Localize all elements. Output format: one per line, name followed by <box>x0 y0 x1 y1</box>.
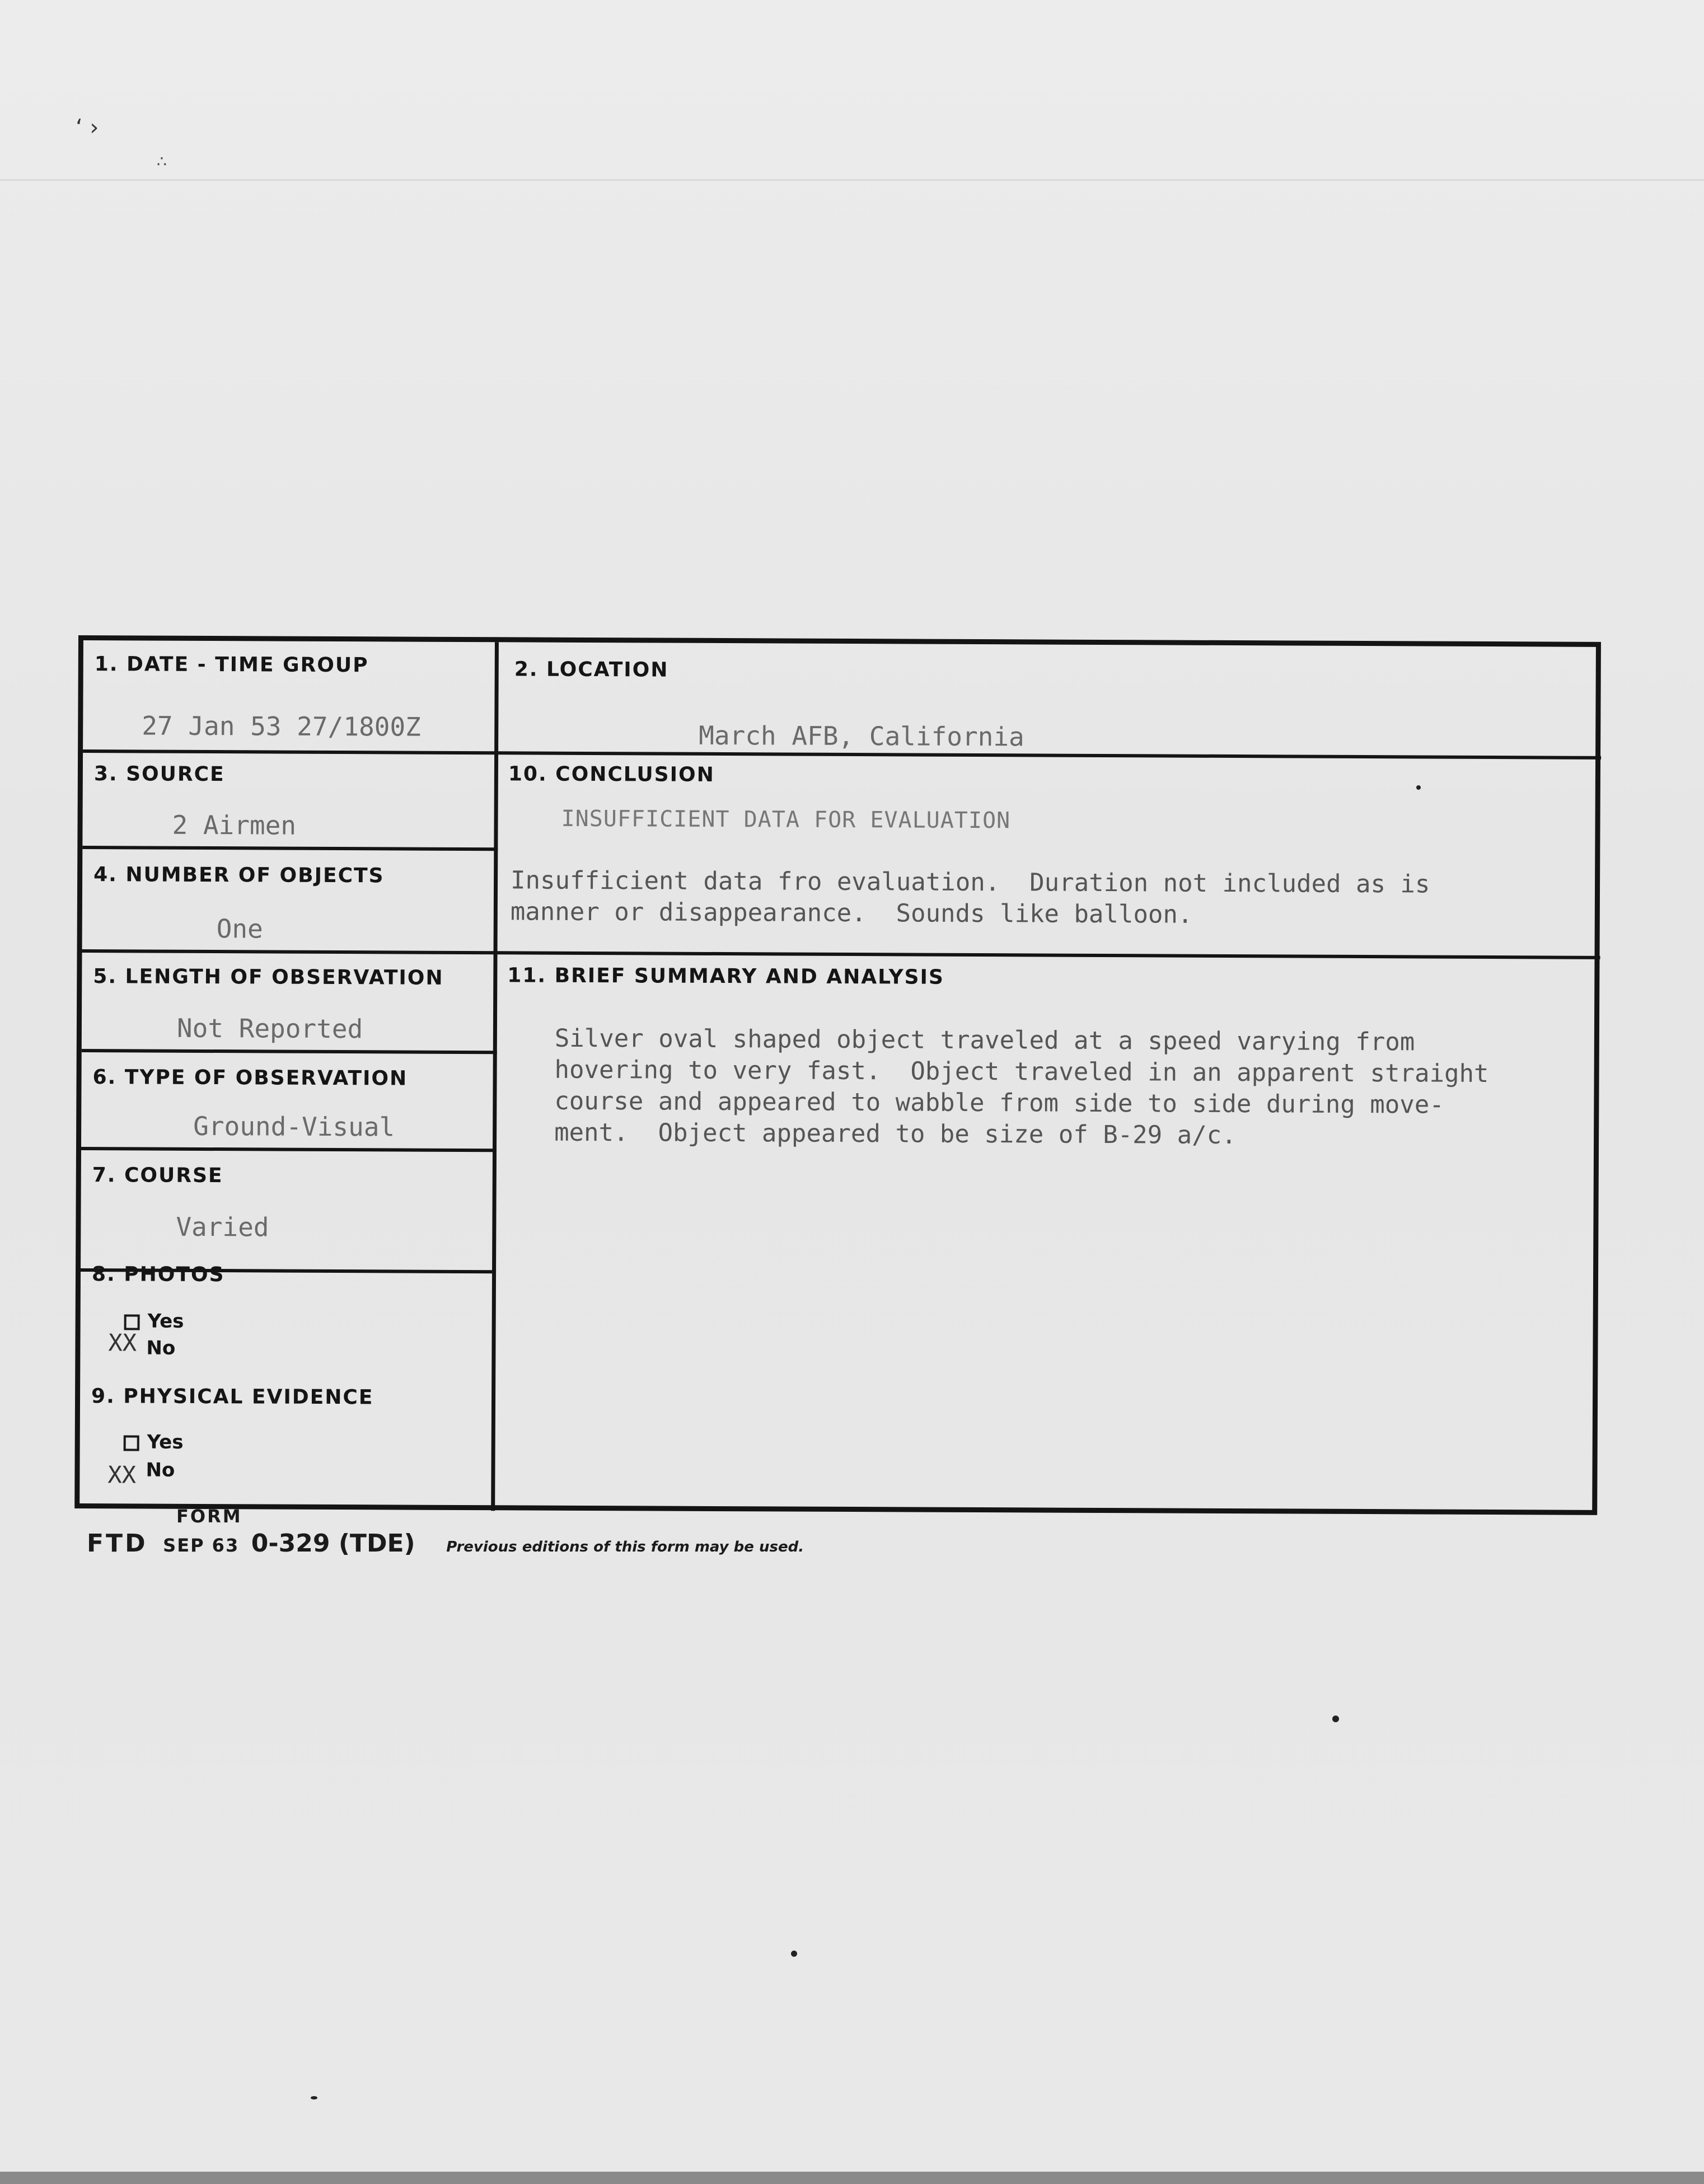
number-of-objects-label: 4. NUMBER OF OBJECTS <box>93 863 385 888</box>
column-divider <box>491 642 499 1511</box>
row-divider <box>498 751 1601 760</box>
photos-label: 8. PHOTOS <box>91 1263 225 1287</box>
summary-label: 11. BRIEF SUMMARY AND ANALYSIS <box>507 964 944 989</box>
physical-evidence-no-text: No <box>146 1459 175 1482</box>
row-divider <box>82 846 498 851</box>
photos-yes-text: Yes <box>147 1310 184 1333</box>
physical-evidence-label: 9. PHYSICAL EVIDENCE <box>91 1385 374 1409</box>
row-divider <box>498 951 1600 959</box>
location-label: 2. LOCATION <box>514 658 669 682</box>
course-label: 7. COURSE <box>92 1164 223 1188</box>
corner-mark-small: ∴ <box>157 152 167 171</box>
physical-evidence-yes-text: Yes <box>147 1431 184 1454</box>
number-of-objects-value: One <box>216 913 263 944</box>
date-time-value: 27 Jan 53 27/1800Z <box>142 710 421 742</box>
row-divider <box>81 1147 497 1152</box>
length-of-observation-value: Not Reported <box>176 1013 363 1044</box>
summary-text-line: course and appeared to wabble from side to side during move- <box>554 1086 1444 1119</box>
type-of-observation-value: Ground-Visual <box>193 1110 395 1142</box>
conclusion-text-line: manner or disappearance. Sounds like balloon. <box>510 897 1193 929</box>
footer-form-id <box>87 1529 804 1558</box>
speck <box>791 1951 797 1957</box>
photos-no-option <box>146 1337 175 1360</box>
photos-yes-checkbox <box>124 1314 140 1330</box>
physical-evidence-yes-option <box>124 1431 184 1453</box>
bottom-edge-strip <box>0 2172 1704 2184</box>
type-of-observation-label: 6. TYPE OF OBSERVATION <box>92 1066 408 1090</box>
report-form <box>74 635 1601 1515</box>
footer-ftd: FTD <box>87 1529 148 1558</box>
footer-previous-editions-note: Previous editions of this form may be used. <box>446 1539 804 1555</box>
row-divider <box>82 949 498 954</box>
row-divider <box>82 1049 497 1054</box>
physical-evidence-yes-checkbox <box>124 1435 139 1451</box>
summary-text-line: ment. Object appeared to be size of B-29 a/c. <box>554 1118 1237 1150</box>
course-value: Varied <box>176 1211 269 1243</box>
physical-evidence-x-mark: XX <box>107 1461 137 1489</box>
summary-text-line: hovering to very fast. Object traveled in an apparent straight <box>554 1055 1489 1089</box>
row-divider <box>83 749 498 754</box>
footer-form-number: 0-329 (TDE) <box>251 1529 415 1558</box>
physical-evidence-no-option <box>146 1459 175 1482</box>
footer-form-word: FORM <box>176 1506 242 1527</box>
conclusion-heading: INSUFFICIENT DATA FOR EVALUATION <box>561 805 1011 834</box>
source-label: 3. SOURCE <box>93 762 225 786</box>
footer-date: SEP 63 <box>163 1535 240 1556</box>
source-value: 2 Airmen <box>172 809 297 841</box>
conclusion-text-line: Insufficient data fro evaluation. Duration not included as is <box>510 866 1430 899</box>
speck <box>1332 1716 1339 1722</box>
corner-mark: ‘ › <box>76 115 99 140</box>
date-time-label: 1. DATE - TIME GROUP <box>94 653 369 677</box>
conclusion-label: 10. CONCLUSION <box>508 762 715 786</box>
length-of-observation-label: 5. LENGTH OF OBSERVATION <box>93 965 444 990</box>
speck <box>311 2096 317 2099</box>
photos-no-text: No <box>146 1337 176 1360</box>
fold-line <box>0 179 1704 181</box>
summary-text-line: Silver oval shaped object traveled at a speed varying from <box>554 1024 1415 1057</box>
location-value: March AFB, California <box>699 720 1024 752</box>
photos-x-mark: XX <box>108 1329 137 1357</box>
